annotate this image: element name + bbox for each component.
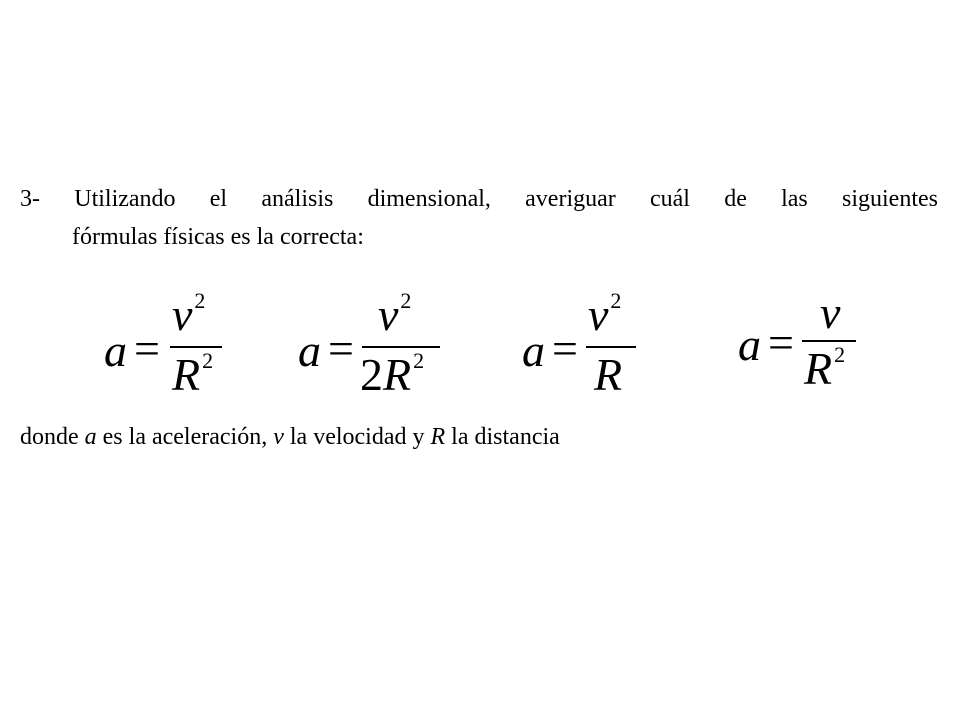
- numerator-variable: v: [172, 289, 193, 340]
- denominator-variable: R: [383, 349, 412, 400]
- denominator-variable: R: [594, 349, 623, 400]
- fraction-bar: [586, 346, 636, 348]
- legend-text: la velocidad y: [283, 424, 431, 450]
- formula-numerator: [820, 287, 842, 338]
- problem-word: el: [209, 186, 228, 212]
- formula-equals: =: [768, 317, 794, 368]
- formula-equals: =: [134, 323, 160, 374]
- denominator-exponent: 2: [834, 342, 846, 367]
- numerator-variable: v: [378, 289, 399, 340]
- numerator-variable: v: [588, 289, 609, 340]
- legend-text: la distancia: [445, 424, 560, 450]
- denominator-variable: R: [804, 343, 833, 394]
- legend-variable-a: a: [84, 424, 97, 450]
- legend-text: es la aceleración,: [96, 424, 274, 450]
- problem-word: las: [781, 186, 808, 212]
- denominator-exponent: 2: [413, 348, 425, 373]
- formula-3: [522, 290, 642, 400]
- problem-line-1: [20, 180, 938, 218]
- fraction-bar: [170, 346, 222, 348]
- formula-denominator: [360, 348, 425, 400]
- problem-word: de: [724, 186, 747, 212]
- numerator-exponent: 2: [194, 288, 206, 313]
- fraction-bar: [362, 346, 440, 348]
- numerator-exponent: 2: [400, 288, 412, 313]
- legend-variable-r: R: [430, 424, 446, 450]
- fraction-bar: [802, 340, 856, 342]
- formula-lhs: a: [104, 325, 127, 376]
- denominator-coefficient: 2: [360, 349, 383, 400]
- formula-4: [738, 287, 868, 400]
- formula-lhs: a: [522, 325, 545, 376]
- problem-word: 3-: [20, 186, 40, 212]
- problem-statement: [20, 180, 938, 256]
- formula-denominator: [594, 349, 624, 400]
- problem-word: siguientes: [842, 186, 938, 212]
- formula-denominator: [804, 342, 846, 394]
- variable-legend: [20, 420, 560, 454]
- formula-equals: =: [328, 323, 354, 374]
- problem-word: cuál: [649, 186, 690, 212]
- formula-numerator: [378, 288, 412, 340]
- legend-text: donde: [20, 424, 85, 450]
- problem-word: análisis: [261, 186, 334, 212]
- problem-word: Utilizando: [74, 186, 176, 212]
- problem-line-2: fórmulas físicas es la correcta:: [72, 224, 364, 250]
- denominator-exponent: 2: [202, 348, 214, 373]
- numerator-exponent: 2: [610, 288, 622, 313]
- legend-variable-v: v: [273, 424, 284, 450]
- formula-denominator: [172, 348, 214, 400]
- formula-lhs: a: [738, 319, 761, 370]
- formula-lhs: a: [298, 325, 321, 376]
- denominator-variable: R: [172, 349, 201, 400]
- formula-numerator: [588, 288, 622, 340]
- formula-equals: =: [552, 323, 578, 374]
- problem-word: dimensional,: [367, 186, 491, 212]
- formula-1: [104, 290, 234, 400]
- problem-word: averiguar: [525, 186, 616, 212]
- numerator-variable: v: [820, 287, 841, 338]
- formula-2: [298, 290, 448, 400]
- formula-numerator: [172, 288, 206, 340]
